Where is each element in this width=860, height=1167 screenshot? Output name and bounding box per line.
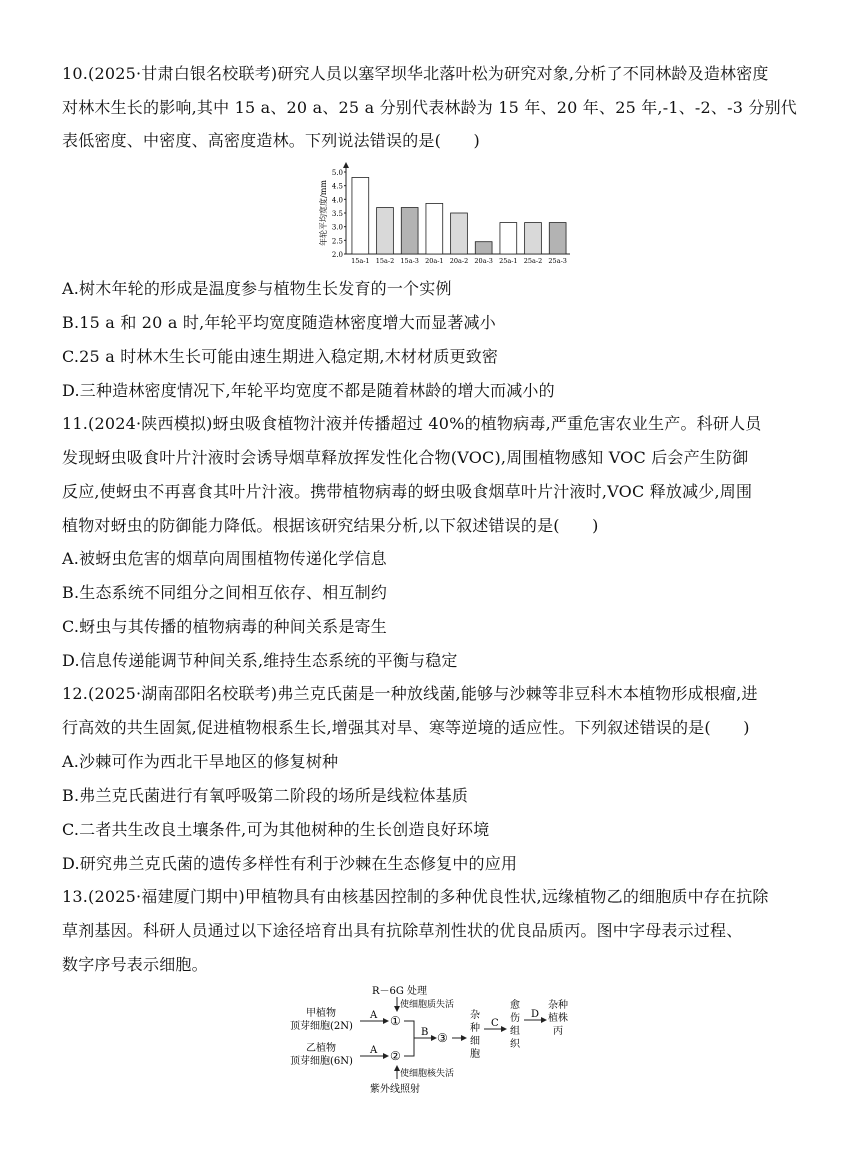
bar-15a-1 (352, 177, 369, 254)
q12-option-b: B.弗兰克氏菌进行有氧呼吸第二阶段的场所是线粒体基质 (62, 786, 469, 805)
hybrid-plant-line: 植株 (548, 1013, 568, 1024)
q12-stem-line-1: 12.(2025·湖南邵阳名校联考)弗兰克氏菌是一种放线菌,能够与沙棘等非豆科木本植物形成根瘤,进 (62, 684, 758, 703)
cell-2: ② (390, 1049, 401, 1063)
hybrid-plant-line: 杂种 (548, 1000, 568, 1011)
plant-b-name: 乙植物 (306, 1043, 336, 1054)
y-tick-label: 2.0 (331, 251, 343, 259)
x-tick-label: 20a-3 (474, 257, 493, 265)
hybrid-cell-char: 种 (470, 1023, 480, 1034)
y-axis-arrowhead (343, 162, 349, 168)
hybrid-plant-label (548, 998, 568, 1037)
step-c: C (491, 1018, 499, 1029)
hybrid-cell-char: 杂 (470, 1010, 480, 1021)
q11-option-d: D.信息传递能调节种间关系,维持生态系统的平衡与稳定 (62, 651, 458, 670)
plant-a-name: 甲植物 (306, 1008, 336, 1019)
hybrid-cell-label (470, 1008, 480, 1060)
q12-option-d: D.研究弗兰克氏菌的遗传多样性有利于沙棘在生态修复中的应用 (62, 854, 518, 873)
step-b: B (421, 1027, 429, 1038)
hybrid-plant-line: 丙 (553, 1026, 563, 1037)
q11-option-c: C.蚜虫与其传播的植物病毒的种间关系是寄生 (62, 617, 387, 636)
x-tick-label: 15a-2 (375, 257, 395, 265)
somatic-hybridization-diagram (280, 980, 580, 1100)
q11-stem-line-2: 发现蚜虫吸食叶片汁液时会诱导烟草释放挥发性化合物(VOC),周围植物感知 VOC 后会产生防御 (62, 448, 749, 467)
q10-option-d: D.三种造林密度情况下,年轮平均宽度不都是随着林龄的增大而减小的 (62, 381, 555, 400)
q11-option-b: B.生态系统不同组分之间相互依存、相互制约 (62, 583, 388, 602)
bottom-effect-label: 使细胞核失活 (400, 1069, 455, 1079)
step-a-bottom: A (370, 1045, 378, 1056)
q12-option-c: C.二者共生改良土壤条件,可为其他树种的生长创造良好环境 (62, 820, 490, 839)
callus-char: 织 (510, 1039, 520, 1050)
q13-stem-line-3: 数字序号表示细胞。 (62, 955, 208, 974)
callus-label (510, 998, 521, 1050)
fusion-bracket (404, 1021, 414, 1056)
x-tick-label: 25a-3 (548, 257, 567, 265)
bar-25a-3 (549, 223, 566, 254)
q12-option-a: A.沙棘可作为西北干旱地区的修复树种 (62, 752, 339, 771)
bar-25a-2 (525, 223, 542, 254)
y-tick-label: 4.5 (331, 182, 343, 191)
x-tick-label: 25a-2 (523, 257, 543, 265)
q10-stem-line-2: 对林木生长的影响,其中 15 a、20 a、25 a 分别代表林龄为 15 年、20 年、25 年,-1、-2、-3 分别代 (62, 98, 797, 117)
q11-stem-line-1: 11.(2024·陕西模拟)蚜虫吸食植物汁液并传播超过 40%的植物病毒,严重危害农业生产。科研人员 (62, 414, 762, 433)
plant-b-cell: 顶芽细胞(6N) (290, 1056, 353, 1067)
q10-option-c: C.25 a 时林木生长可能由速生期进入稳定期,木材材质更致密 (62, 347, 499, 366)
callus-char: 组 (510, 1026, 520, 1037)
step-a-top: A (370, 1010, 378, 1021)
bottom-treatment-label: 紫外线照射 (370, 1084, 420, 1095)
callus-char: 伤 (510, 1013, 520, 1024)
cell-1: ① (390, 1014, 401, 1028)
q13-stem-line-1: 13.(2025·福建厦门期中)甲植物具有由核基因控制的多种优良性状,远缘植物乙的细胞质中存在抗除 (62, 887, 769, 906)
q10-stem-line-3: 表低密度、中密度、高密度造林。下列说法错误的是( ) (62, 131, 480, 150)
callus-char: 愈 (510, 1000, 520, 1011)
q11-stem-line-3: 反应,使蚜虫不再喜食其叶片汁液。携带植物病毒的蚜虫吸食烟草叶片汁液时,VOC 释放减少,周围 (62, 482, 753, 501)
q10-option-b: B.15 a 和 20 a 时,年轮平均宽度随造林密度增大而显著减小 (62, 313, 496, 332)
bar-20a-3 (475, 242, 492, 254)
x-tick-label: 15a-3 (400, 257, 419, 265)
hybrid-cell-char: 胞 (470, 1049, 480, 1060)
top-treatment-label: R－6G 处理 (372, 986, 428, 997)
y-tick-label: 4.0 (331, 196, 343, 205)
bar-20a-2 (451, 213, 468, 254)
x-tick-label: 15a-1 (351, 257, 370, 265)
q10-stem-line-1: 10.(2025·甘肃白银名校联考)研究人员以塞罕坝华北落叶松为研究对象,分析了不同林龄及造林密度 (62, 64, 769, 83)
q12-stem-line-2: 行高效的共生固氮,促进植物根系生长,增强其对旱、寒等逆境的适应性。下列叙述错误的是( ) (62, 718, 750, 737)
y-tick-label: 2.5 (331, 237, 343, 246)
hybrid-cell-char: 细 (470, 1036, 480, 1047)
q11-option-a: A.被蚜虫危害的烟草向周围植物传递化学信息 (62, 549, 387, 568)
top-effect-label: 使细胞质失活 (400, 1000, 455, 1010)
q13-stem-line-2: 草剂基因。科研人员通过以下途径培育出具有抗除草剂性状的优良品质丙。图中字母表示过程、 (62, 921, 743, 940)
q11-stem-line-4: 植物对蚜虫的防御能力降低。根据该研究结果分析,以下叙述错误的是( ) (62, 516, 599, 535)
x-tick-label: 20a-1 (425, 257, 444, 265)
bar-20a-1 (426, 203, 443, 254)
y-axis-label: 年轮平均宽度/mm (319, 180, 328, 246)
step-d: D (531, 1009, 540, 1020)
y-tick-label: 3.0 (331, 223, 343, 232)
plant-a-cell: 顶芽细胞(2N) (290, 1021, 353, 1032)
q10-option-a: A.树木年轮的形成是温度参与植物生长发育的一个实例 (62, 279, 452, 298)
y-tick-label: 5.0 (331, 169, 343, 177)
bar-25a-1 (500, 223, 517, 254)
x-tick-label: 25a-1 (499, 257, 518, 265)
bar-15a-3 (401, 208, 418, 254)
x-tick-label: 20a-2 (449, 257, 469, 265)
cell-3: ③ (437, 1031, 448, 1045)
ring-width-bar-chart (316, 160, 576, 268)
bar-15a-2 (377, 208, 394, 254)
y-tick-label: 3.5 (331, 210, 343, 218)
